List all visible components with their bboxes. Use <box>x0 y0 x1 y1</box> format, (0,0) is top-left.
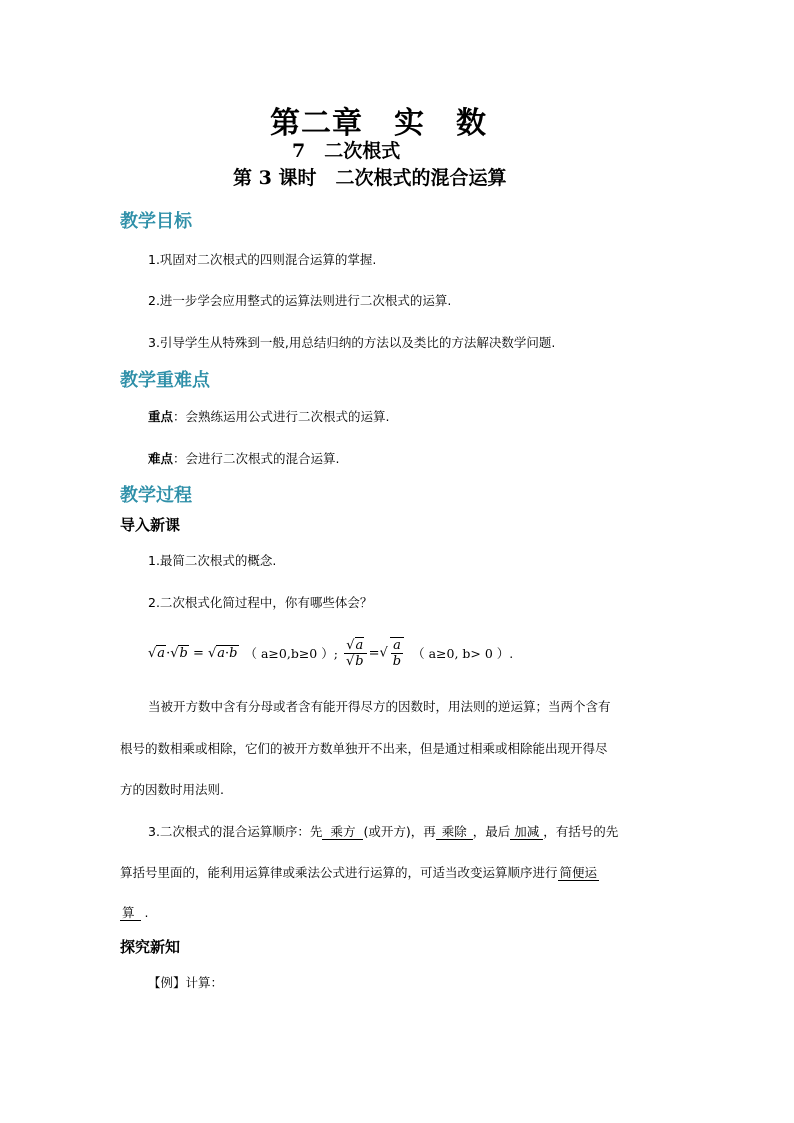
key-points-heading: 教学重难点 <box>120 370 210 391</box>
objective-item-3: 3.引导学生从特殊到一般,用总结归纳的方法以及类比的方法解决数学问题. <box>148 335 556 350</box>
chapter-title: 第二章 实 数 <box>270 106 487 141</box>
section-title: 7 二次根式 <box>292 140 401 162</box>
blank-2: 乘除 <box>436 825 473 840</box>
blank-1: 乘方 <box>322 825 363 840</box>
key-point-line <box>148 407 390 425</box>
process-item-3-line-2 <box>120 863 599 881</box>
process-item-3-line-3 <box>120 905 148 921</box>
intro-heading: 导入新课 <box>120 516 181 534</box>
difficult-label: 难点 <box>148 451 174 466</box>
process-item-1: 1.最简二次根式的概念. <box>148 553 277 568</box>
item3-end: . <box>140 905 149 920</box>
paragraph-line-1: 当被开方数中含有分母或者含有能开得尽方的因数时，用法则的逆运算；当两个含有 <box>148 699 611 714</box>
paragraph-line-2: 根号的数相乘或相除，它们的被开方数单独开不出来，但是通过相乘或相除能出现开得尽 <box>120 741 608 756</box>
formula-lhs-1: √a·√b = √a·b <box>148 645 238 661</box>
blank-4b: 算 <box>120 906 141 921</box>
key-label: 重点 <box>148 409 174 424</box>
lesson-title: 第 3 课时 二次根式的混合运算 <box>233 167 507 189</box>
blank-3: 加减 <box>510 825 543 840</box>
key-text: ：会熟练运用公式进行二次根式的运算. <box>173 409 390 424</box>
explore-heading: 探究新知 <box>120 938 181 956</box>
process-item-3-line-1 <box>148 822 618 840</box>
formula-line: √a·√b = √a·b （ a≥0,b≥0 ）; $\frac{√a}{√b}$ = √ $\frac{a}{b}$ （ a≥0, b> 0 ）. <box>148 637 514 669</box>
objective-item-1: 1.巩固对二次根式的四则混合运算的掌握. <box>148 252 377 267</box>
process-heading: 教学过程 <box>120 485 192 506</box>
item3-line2: 算括号里面的，能利用运算律或乘法公式进行运算的，可适当改变运算顺序进行 <box>120 865 558 880</box>
difficult-point-line <box>148 449 340 467</box>
example-label: 【例】计算： <box>148 975 224 990</box>
formula-condition-2: （ a≥0, b> 0 ）. <box>412 646 514 661</box>
objective-item-2: 2.进一步学会应用整式的运算法则进行二次根式的运算. <box>148 293 452 308</box>
formula-sqrt-fraction: √ $\frac{a}{b}$ <box>379 637 406 669</box>
blank-4a: 简便运 <box>559 865 598 880</box>
item3-prefix: 3.二次根式的混合运算顺序：先 <box>148 824 323 839</box>
formula-condition-1: （ a≥0,b≥0 ）; <box>244 646 338 661</box>
process-item-2: 2.二次根式化简过程中，你有哪些体会？ <box>148 595 373 610</box>
paragraph-line-3: 方的因数时用法则. <box>120 782 224 797</box>
item3-mid3: ，有括号的先 <box>543 824 619 839</box>
item3-mid2: ，最后 <box>472 824 511 839</box>
formula-fraction: $\frac{√a}{√b}$ <box>344 638 367 669</box>
objectives-heading: 教学目标 <box>120 211 192 232</box>
difficult-text: ：会进行二次根式的混合运算. <box>173 451 340 466</box>
item3-mid1: (或开方)，再 <box>363 824 436 839</box>
